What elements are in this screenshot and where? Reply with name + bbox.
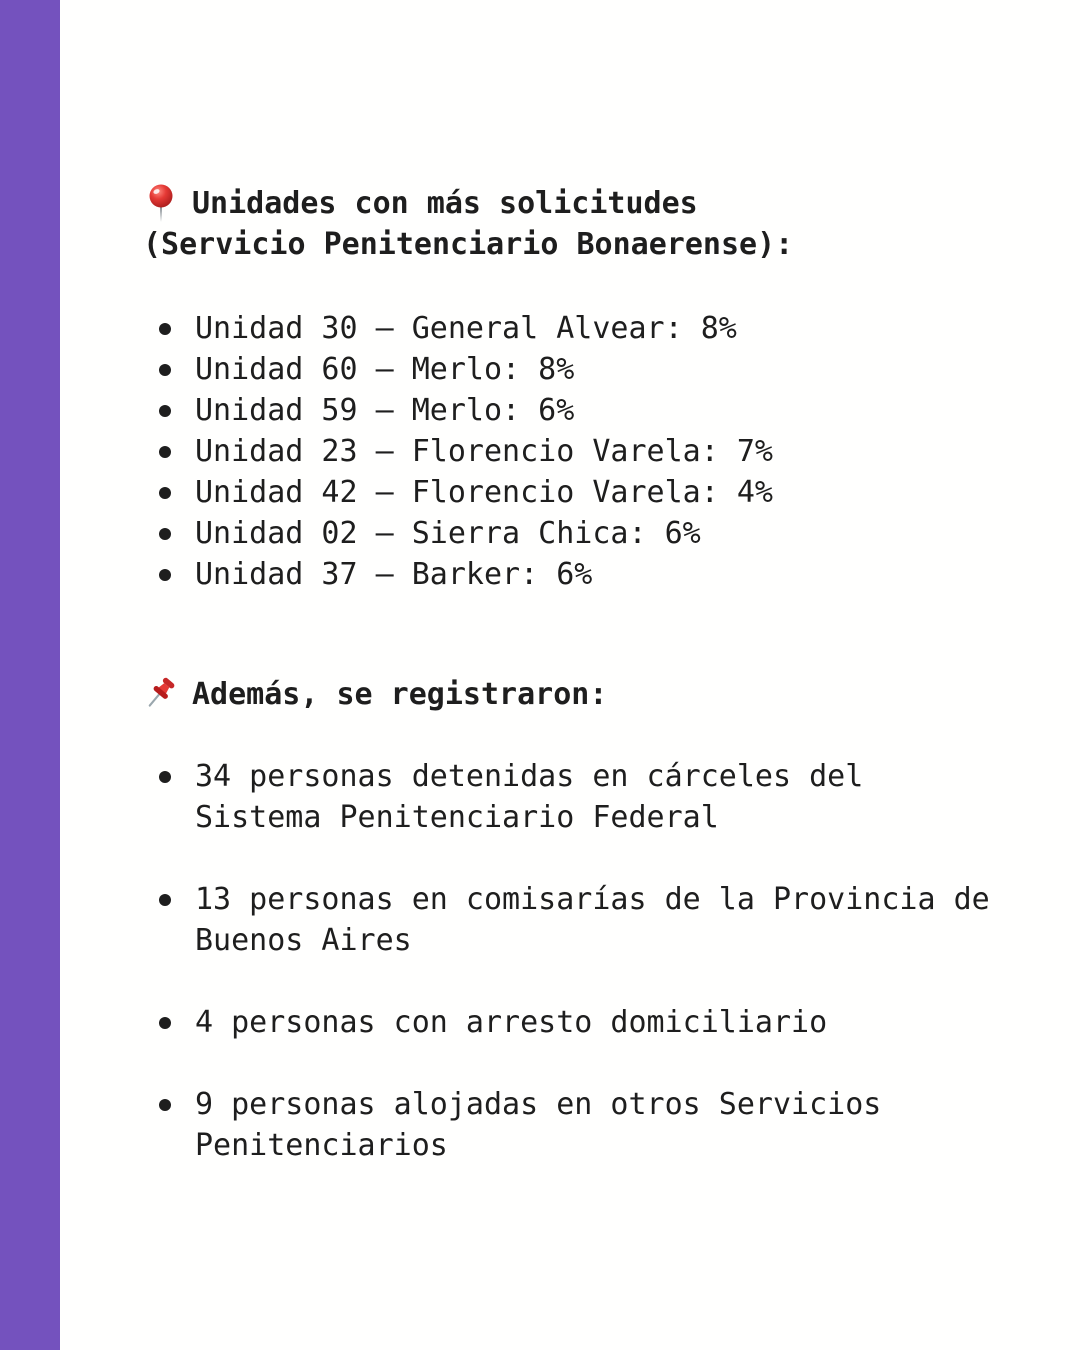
list-item: 9 personas alojadas en otros Servicios Penitenciarios [143, 1084, 1001, 1166]
list-item: Unidad 59 – Merlo: 6% [143, 390, 1023, 431]
section-additional-title: Además, se registraron: [192, 677, 608, 712]
list-item: Unidad 37 – Barker: 6% [143, 554, 1023, 595]
list-item: 34 personas detenidas en cárceles del Sistema Penitenciario Federal [143, 756, 1001, 838]
round-pushpin-icon [143, 184, 179, 224]
list-item: Unidad 42 – Florencio Varela: 4% [143, 472, 1023, 513]
list-item: 13 personas en comisarías de la Provincia de Buenos Aires [143, 879, 1001, 961]
list-item: Unidad 02 – Sierra Chica: 6% [143, 513, 1023, 554]
list-item: Unidad 30 – General Alvear: 8% [143, 308, 1023, 349]
section-units-title-line2: (Servicio Penitenciario Bonaerense): [143, 227, 794, 262]
list-item: Unidad 60 – Merlo: 8% [143, 349, 1023, 390]
section-units-heading [143, 183, 1023, 265]
section-units [143, 183, 1023, 595]
list-item: Unidad 23 – Florencio Varela: 7% [143, 431, 1023, 472]
pushpin-icon [143, 675, 179, 715]
page-content [143, 183, 1023, 1166]
left-accent-bar [0, 0, 60, 1350]
additional-list [143, 756, 1023, 1166]
section-additional-heading [143, 674, 1023, 715]
units-list [143, 308, 1023, 595]
list-item: 4 personas con arresto domiciliario [143, 1002, 1001, 1043]
section-additional [143, 674, 1023, 1166]
section-units-title-line1: Unidades con más solicitudes [192, 186, 698, 221]
